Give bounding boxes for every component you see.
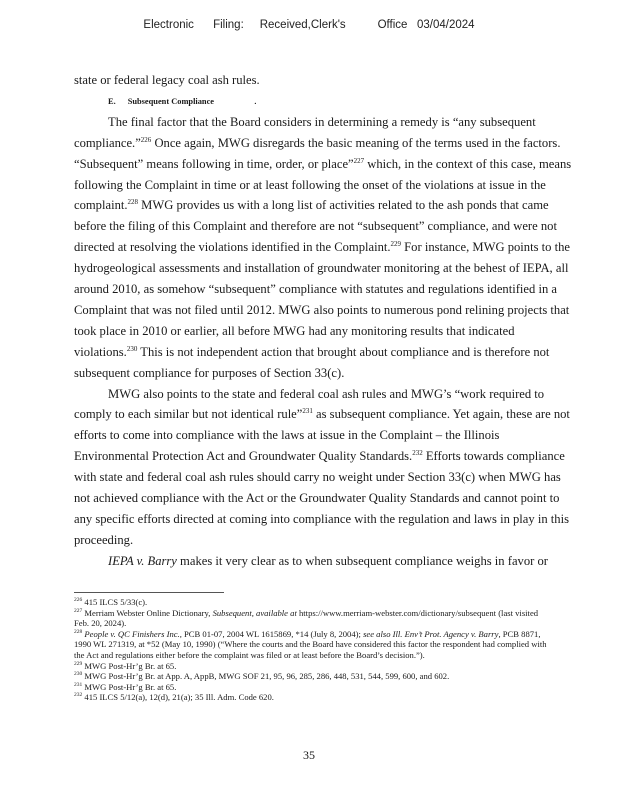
footnote-229: $^{229}$ MWG Post-Hr’g Br. at 65. xyxy=(74,660,177,671)
section-letter: E. xyxy=(108,96,116,106)
footnote-227: $^{227}$ Merriam Webster Online Dictionary, Subsequent, available at https://www.merriam-webster.com/dictionary/subsequent (last visited Feb. 20, 2024). xyxy=(74,607,539,629)
footnote-226: $^{226}$ 415 ILCS 5/33(c). xyxy=(74,597,148,607)
footnote-230: $^{230}$ MWG Post-Hr’g Br. at App. A, AppB, MWG SOF 21, 95, 96, 285, 286, 448, 531, 544, 599, 600, and 602. xyxy=(74,671,450,682)
filing-header: Electronic Filing: Received,Clerk's Office 03/04/2024 xyxy=(143,19,475,31)
footnote-ref: 231 xyxy=(302,407,313,416)
footnote-ref: 230 xyxy=(126,344,138,353)
section-title: Subsequent Compliance xyxy=(127,96,215,106)
footnote-divider xyxy=(74,592,224,593)
intro-line: state or federal legacy coal ash rules. xyxy=(74,73,260,87)
footnotes xyxy=(74,597,554,703)
page-number: 35 xyxy=(303,748,315,762)
footnote-ref: 226 xyxy=(140,135,152,144)
footnote-ref: 229 xyxy=(390,240,402,249)
footnote-ref: 228 xyxy=(127,198,139,207)
footnote-ref: 232 xyxy=(412,449,423,458)
section-heading-dot: . xyxy=(254,94,257,107)
case-name: IEPA v. Barry xyxy=(108,553,177,568)
footnote-ref: 227 xyxy=(353,156,365,165)
footnote-232: $^{232}$ 415 ILCS 5/12(a), 12(d), 21(a); 35 Ill. Adm. Code 620. xyxy=(74,692,274,703)
paragraph-coal-ash-rules: MWG also points to the state and federal coal ash rules and MWG’s “work required to comply to each similar but not identical rule”$^{231}$ as subsequent compliance. Yet again, these are not efforts to come into compliance with the laws at issue in the Complaint – the Illinois Environmental Protection Act and Groundwater Quality Standards.$^{232}$ Efforts towards compliance with state and federal coal ash rules should carry no weight under Section 33(c) when MWG has not achieved compliance with the Act or the Groundwater Quality Standards and cannot point to any specific efforts directed at coming into compliance with the regulation and laws in play in this proceeding. xyxy=(74,386,570,547)
paragraph-subsequent-compliance: The final factor that the Board considers in determining a remedy is “any subsequent compliance.”$^{226}$ Once again, MWG disregards the basic meaning of the terms used in the factors. “Subsequent” means following in time, order, or place”$^{227}$ which, in the context of this case, means following the Complaint in time or at least following the onset of the violations at issue in the complaint.$^{228}$ MWG provides us with a long list of activities related to the ash ponds that came before the filing of this Complaint and therefore are not “subsequent” compliance, and were not directed at resolving the violations identified in the Complaint.$^{229}$ For instance, MWG points to the hydrogeological assessments and installation of groundwater monitoring at the behest of IEPA, all around 2010, as somehow “subsequent” compliance with statutes and regulations identified in a Complaint that was not filed until 2012. MWG also points to numerous pond relining projects that took place in 2010 or earlier, all before MWG had any monitoring results that indicated violations.$^{230}$ This is not independent action that brought about compliance and is therefore not subsequent compliance for purposes of Section 33(c). xyxy=(74,114,572,380)
paragraph-iepa-barry: IEPA v. Barry makes it very clear as to when subsequent compliance weighs in favor or xyxy=(108,553,548,568)
body-text xyxy=(74,70,574,572)
footnote-228: $^{228}$ People v. QC Finishers Inc., PCB 01-07, 2004 WL 1615869, *14 (July 8, 2004); see also Ill. Env’t Prot. Agency v. Barry, PCB 8871, 1990 WL 271319, at *52 (May 10, 1990) (“Where the courts and the Board have considered this factor the respondent had complied with the Act and regulations either before the complaint was filed or at least before the Board’s decision.”). xyxy=(74,628,547,660)
section-heading xyxy=(74,91,574,112)
footnote-231: $^{231}$ MWG Post-Hr’g Br. at 65. xyxy=(74,681,177,692)
